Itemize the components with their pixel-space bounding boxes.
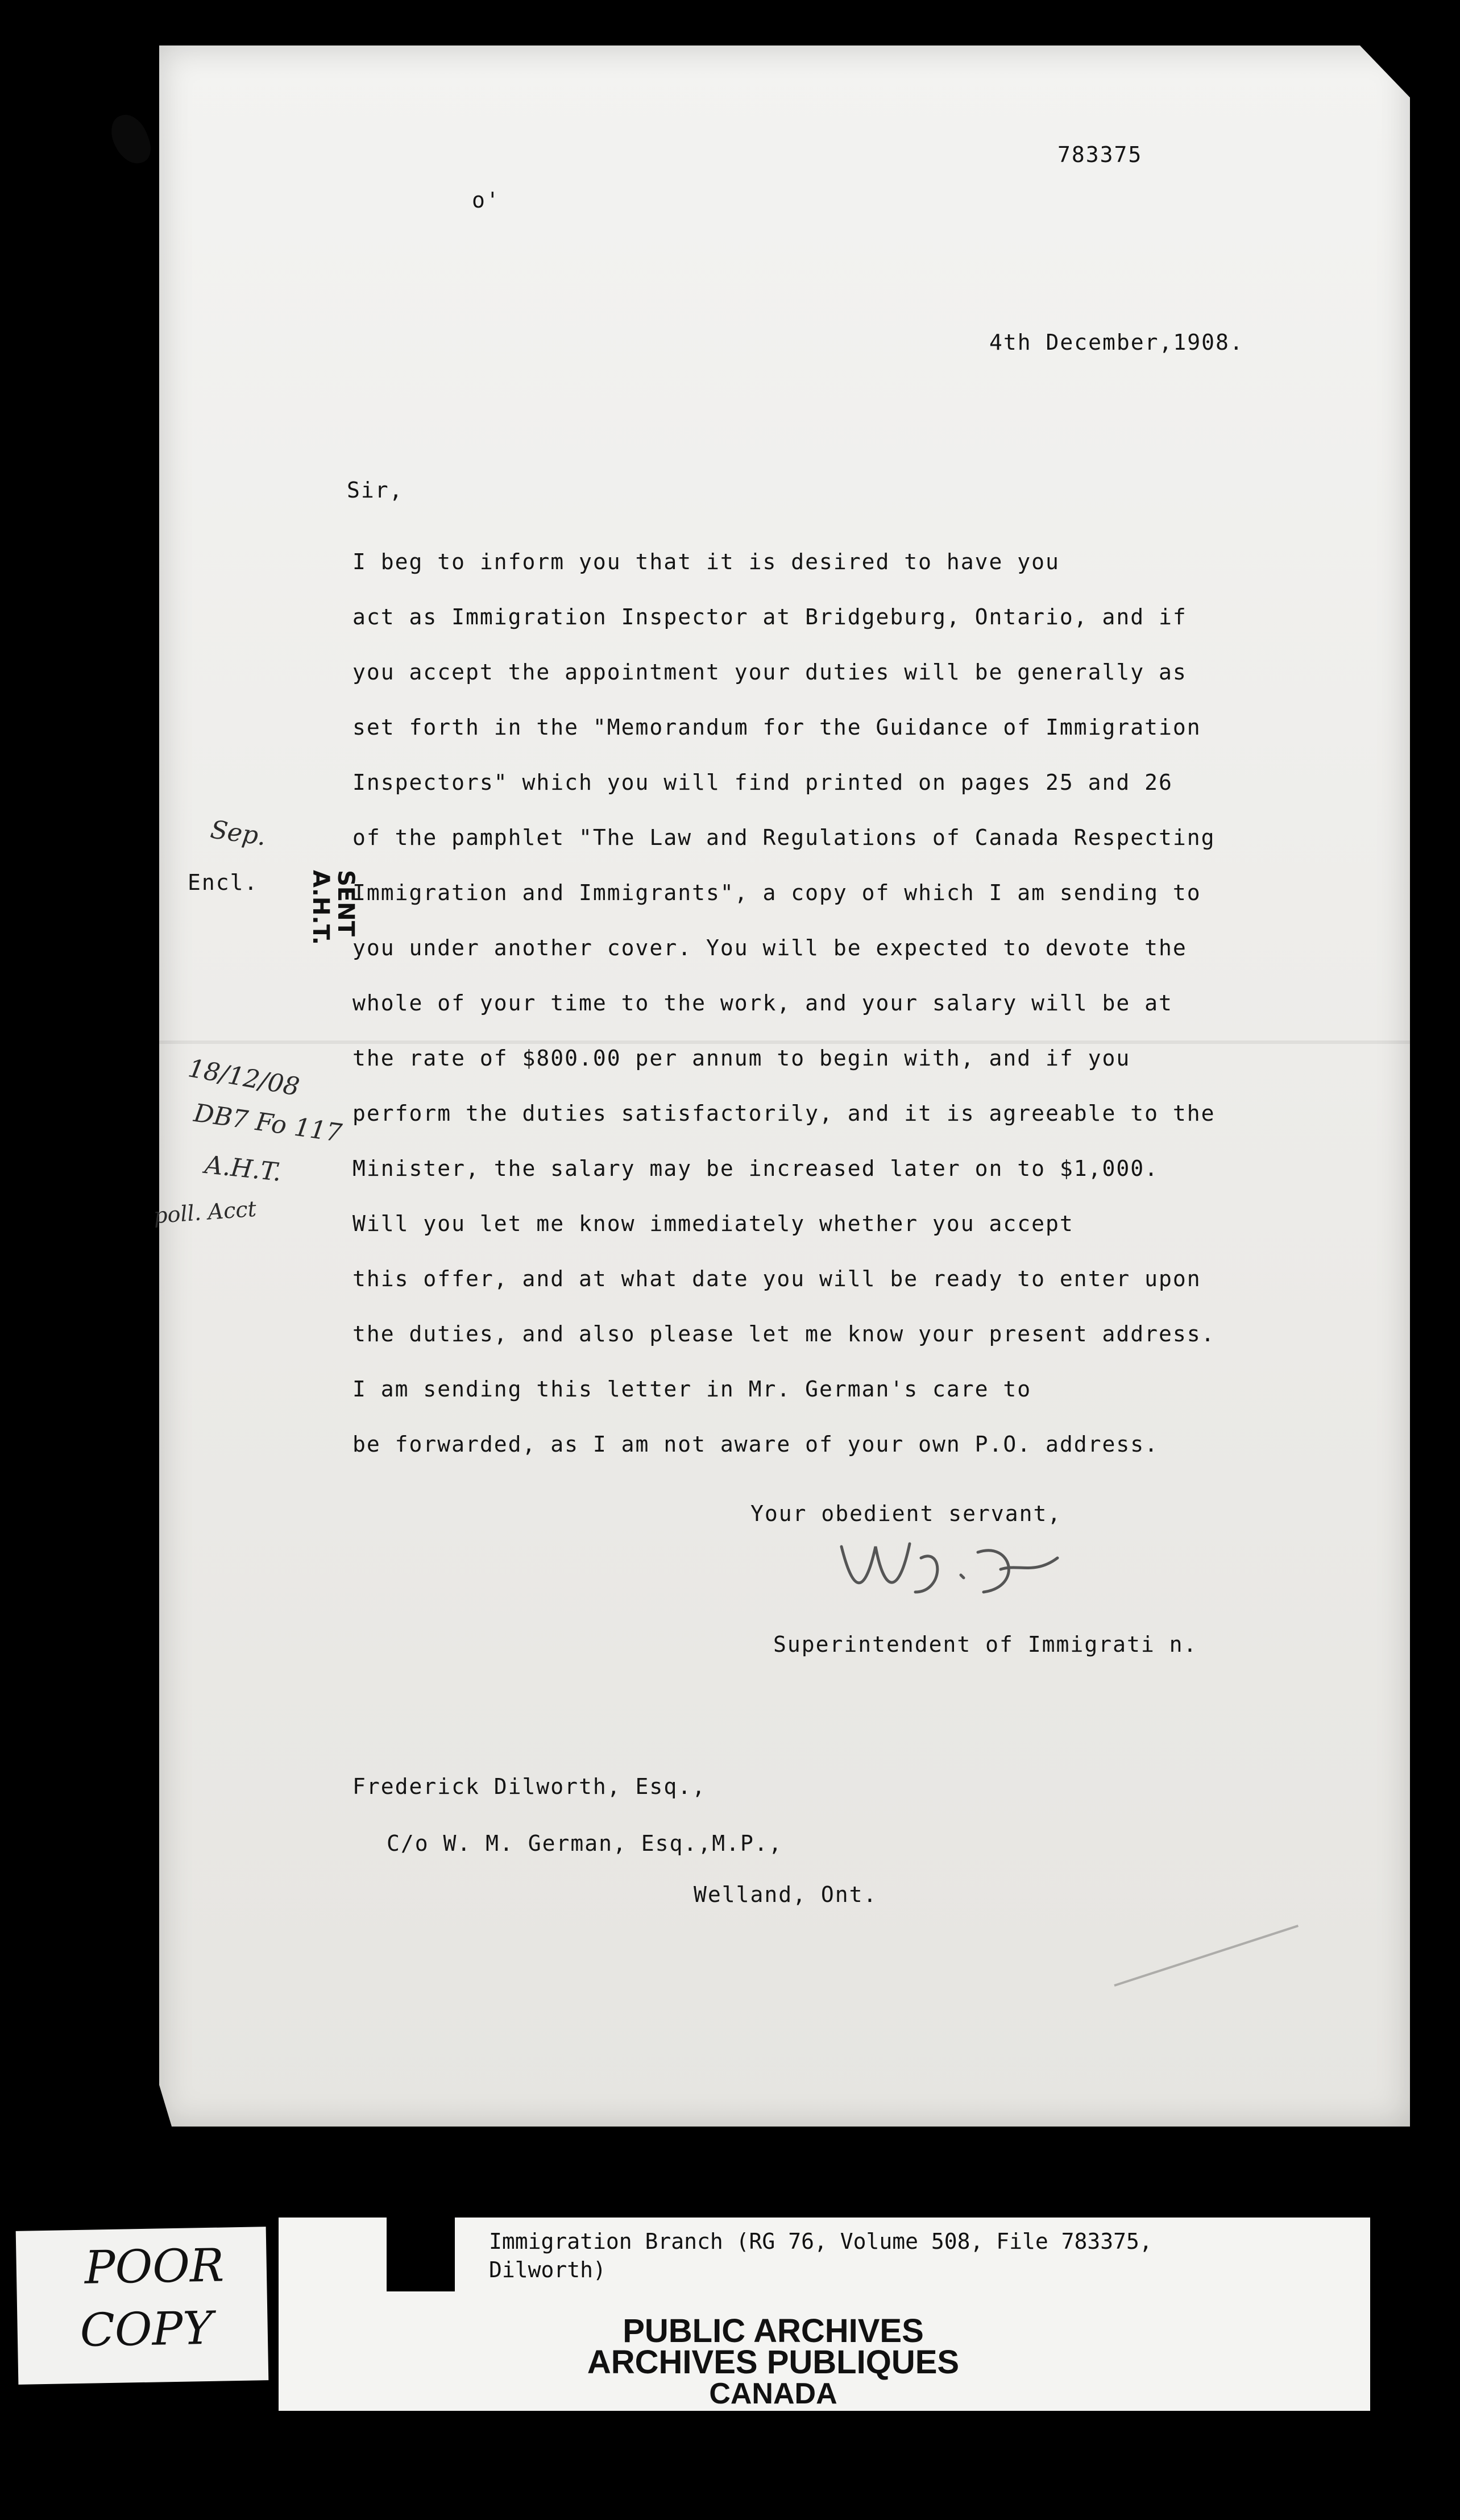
handwritten-date: 18/12/08 — [186, 1054, 302, 1102]
body-line: I beg to inform you that it is desired to have you — [352, 549, 1060, 574]
handwritten-ref: DB7 Fo 117 — [192, 1099, 344, 1148]
body-line: I am sending this letter in Mr. German's care to — [352, 1377, 1032, 1402]
body-line: be forwarded, as I am not aware of your own P.O. address. — [352, 1432, 1159, 1457]
body-line: this offer, and at what date you will be ready to enter upon — [352, 1266, 1201, 1291]
closing: Your obedient servant, — [750, 1501, 1062, 1526]
handwritten-sep: Sep. — [208, 815, 268, 852]
poor-copy-line: COPY — [79, 2301, 213, 2357]
file-number: 783375 — [1057, 142, 1143, 167]
letter-date: 4th December,1908. — [989, 330, 1244, 355]
signature-title: Superintendent of Immigrati n. — [773, 1632, 1198, 1657]
archives-heading: PUBLIC ARCHIVES — [623, 2312, 924, 2349]
body-line: the rate of $800.00 per annum to begin with, and if you — [352, 1046, 1131, 1071]
archives-heading: ARCHIVES PUBLIQUES — [587, 2344, 960, 2381]
ink-blot — [106, 109, 155, 169]
body-line: perform the duties satisfactorily, and it is agreeable to the — [352, 1101, 1216, 1126]
enclosure-note: Encl. — [188, 870, 259, 895]
salutation: Sir, — [347, 478, 404, 503]
sent-stamp — [227, 870, 359, 945]
body-line: Minister, the salary may be increased later on to $1,000. — [352, 1156, 1159, 1181]
poor-copy-label — [16, 2227, 269, 2385]
body-line: set forth in the "Memorandum for the Guidance of Immigration — [352, 715, 1201, 740]
letter-body — [352, 534, 1216, 1472]
page-marker: o' — [472, 188, 500, 213]
body-line: Inspectors" which you will find printed on pages 25 and 26 — [352, 770, 1173, 795]
poor-copy-line: POOR — [84, 2239, 225, 2294]
stamp-line: SENT — [333, 870, 359, 936]
archive-reference: Dilworth) — [489, 2257, 606, 2282]
body-line: of the pamphlet "The Law and Regulations of Canada Respecting — [352, 825, 1216, 850]
body-line: Will you let me know immediately whether you accept — [352, 1211, 1074, 1236]
label-notch — [387, 2218, 455, 2291]
archives-heading: CANADA — [709, 2377, 837, 2410]
archive-reference: Immigration Branch (RG 76, Volume 508, File 783375, — [489, 2229, 1152, 2254]
body-line: the duties, and also please let me know your present address. — [352, 1321, 1216, 1346]
signature — [830, 1524, 1069, 1609]
body-line: act as Immigration Inspector at Bridgeburg, Ontario, and if — [352, 604, 1187, 629]
body-line: whole of your time to the work, and your salary will be at — [352, 990, 1173, 1016]
body-line: Immigration and Immigrants", a copy of which I am sending to — [352, 880, 1201, 905]
body-line: you accept the appointment your duties will be generally as — [352, 660, 1187, 685]
address-line: C/o W. M. German, Esq.,M.P., — [387, 1831, 783, 1856]
handwritten-initials: A.H.T. — [203, 1150, 283, 1187]
body-line: you under another cover. You will be expected to devote the — [352, 935, 1187, 960]
address-line: Frederick Dilworth, Esq., — [352, 1774, 706, 1799]
stamp-line: A.H.T. — [308, 870, 334, 945]
address-line: Welland, Ont. — [694, 1882, 878, 1907]
handwritten-account: poll. Acct — [152, 1196, 258, 1229]
